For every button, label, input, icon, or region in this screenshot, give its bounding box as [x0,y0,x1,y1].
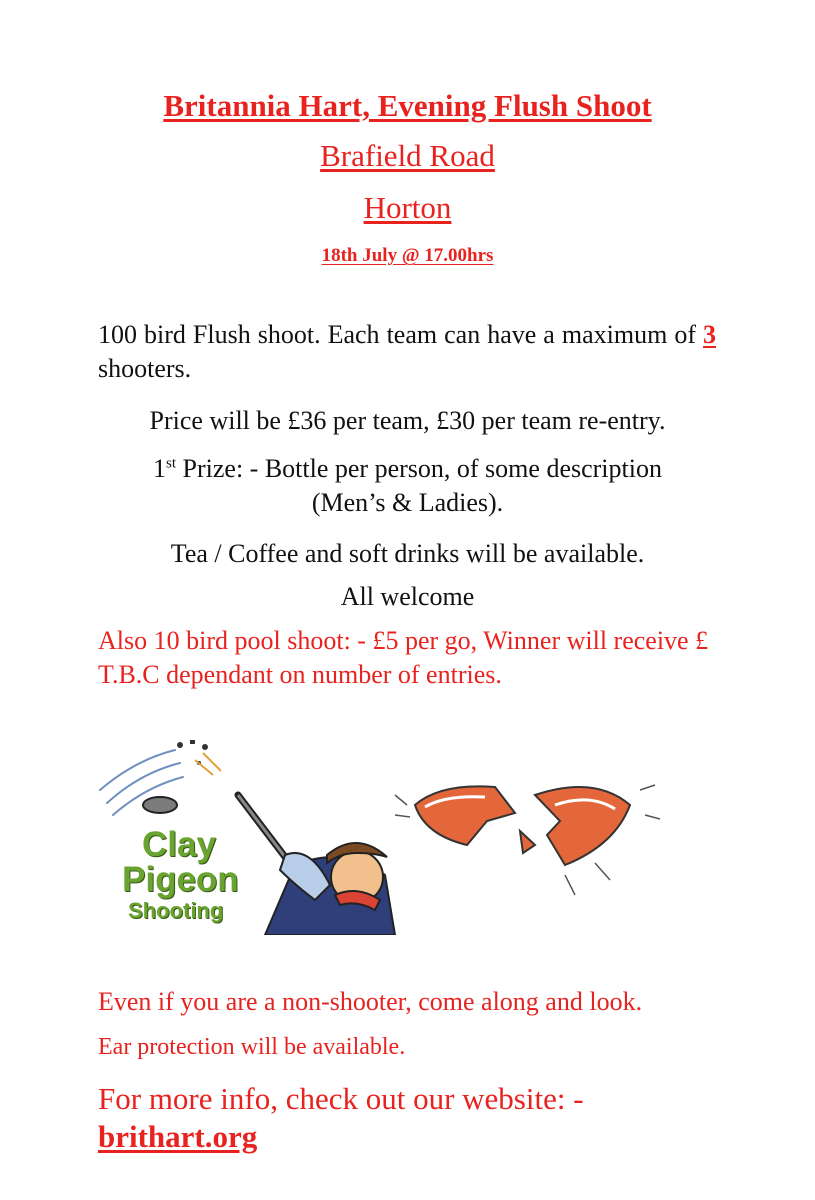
price-info: Price will be £36 per team, £30 per team re-entry. [149,406,666,435]
event-datetime: 18th July @ 17.00hrs [321,245,494,266]
website-link[interactable]: brithart.org [98,1119,258,1154]
clay-pigeon-logo: Clay Pigeon Shooting [122,825,239,923]
event-place: Horton [363,190,452,225]
ear-protection-note: Ear protection will be available. [98,1034,406,1060]
shattered-clay-icon [415,786,630,865]
drinks-info: Tea / Coffee and soft drinks will be available. [170,539,645,568]
pool-shoot-info: Also 10 bird pool shoot: - £5 per go, Winner will receive £ T.B.C dependant on number of entries. [98,626,709,689]
flying-clay-icon [143,797,177,813]
fragments-icon [177,740,208,765]
shooter-figure-icon [265,843,395,935]
welcome-text: All welcome [340,582,475,611]
event-road: Brafield Road [320,138,495,173]
non-shooter-note: Even if you are a non-shooter, come along and look. [98,987,643,1016]
max-shooters: 3 [703,320,717,349]
flush-description: 100 bird Flush shoot. Each team can have a maximum of 3 shooters. [98,320,717,383]
more-info: For more info, check out our website: - brithart.org [98,1081,584,1154]
event-title: Britannia Hart, Evening Flush Shoot [163,88,652,123]
prize-info: 1st Prize: - Bottle per person, of some description (Men’s & Ladies). [153,454,662,517]
